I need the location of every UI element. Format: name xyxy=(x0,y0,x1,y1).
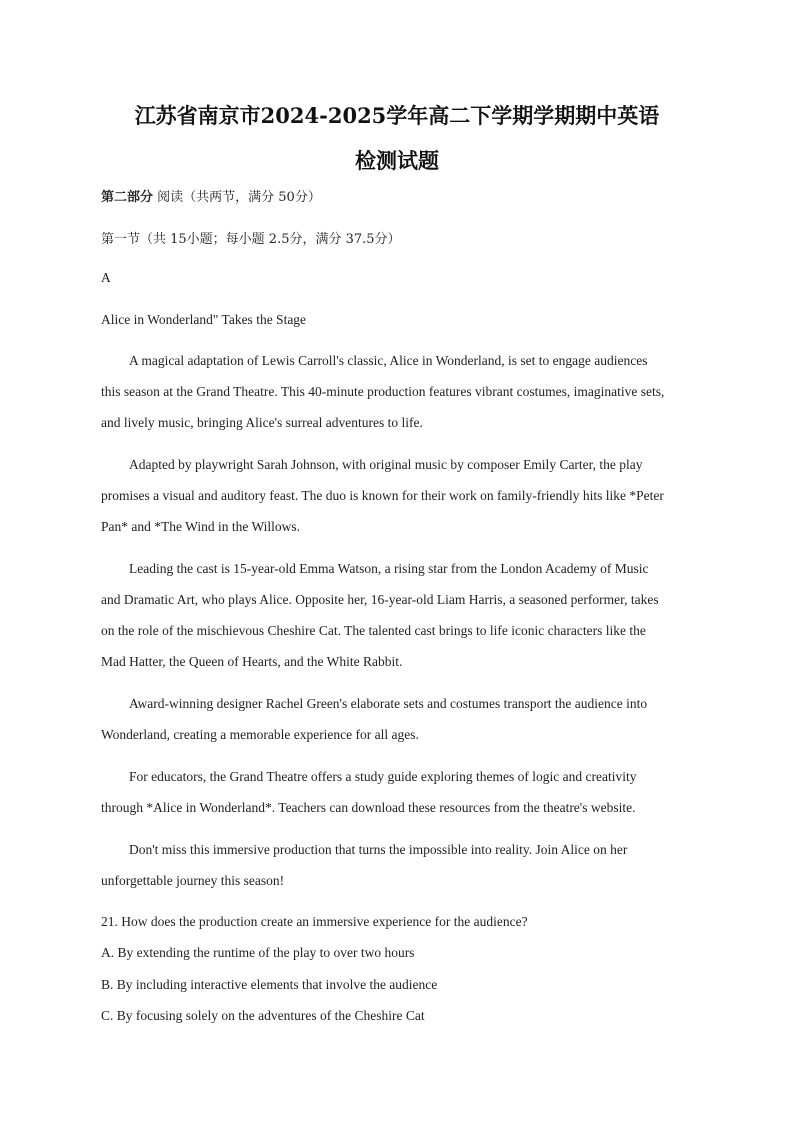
document-title-line-1: 江苏省南京市2024-2025学年高二下学期学期期中英语 xyxy=(134,103,660,128)
document-title-line-2: 检测试题 xyxy=(355,148,439,173)
paragraph-1-line-1: A magical adaptation of Lewis Carroll's classic, Alice in Wonderland, is set to engage audiences xyxy=(129,353,648,368)
passage-label: A xyxy=(101,270,111,285)
part-heading xyxy=(101,186,701,205)
paragraph-5-line-2: through *Alice in Wonderland*. Teachers can download these resources from the theatre's website. xyxy=(101,800,636,815)
paragraph-6-line-1: Don't miss this immersive production that turns the impossible into reality. Join Alice on her xyxy=(129,842,628,857)
paragraph-2-line-3: Pan* and *The Wind in the Willows. xyxy=(101,519,301,534)
question-stem: 21. How does the production create an immersive experience for the audience? xyxy=(101,914,528,929)
paragraph-5-line-1: For educators, the Grand Theatre offers a study guide exploring themes of logic and creativity xyxy=(129,769,637,784)
paragraph-1-line-2: this season at the Grand Theatre. This 40-minute production features vibrant costumes, imaginative sets, xyxy=(101,384,665,399)
paragraph-4-line-2: Wonderland, creating a memorable experience for all ages. xyxy=(101,727,419,742)
paragraph-2-line-2: promises a visual and auditory feast. The duo is known for their work on family-friendly hits like *Peter xyxy=(101,488,664,503)
paragraph-3-line-2: and Dramatic Art, who plays Alice. Opposite her, 16-year-old Liam Harris, a seasoned performer, takes xyxy=(101,592,659,607)
option-b: B. By including interactive elements that involve the audience xyxy=(101,977,438,992)
option-a: A. By extending the runtime of the play to over two hours xyxy=(101,945,415,960)
paragraph-3-line-3: on the role of the mischievous Cheshire Cat. The talented cast brings to life iconic characters like the xyxy=(101,623,646,638)
passage-title: Alice in Wonderland" Takes the Stage xyxy=(101,312,307,327)
part-heading-detail: 阅读（共两节，满分 50分） xyxy=(153,190,321,205)
part-heading-label: 第二部分 xyxy=(101,190,154,205)
paragraph-2-line-1: Adapted by playwright Sarah Johnson, with original music by composer Emily Carter, the play xyxy=(129,457,643,472)
option-c: C. By focusing solely on the adventures of the Cheshire Cat xyxy=(101,1008,425,1023)
paragraph-6-line-2: unforgettable journey this season! xyxy=(101,873,285,888)
paragraph-3-line-4: Mad Hatter, the Queen of Hearts, and the White Rabbit. xyxy=(101,654,403,669)
paragraph-1-line-3: and lively music, bringing Alice's surreal adventures to life. xyxy=(101,415,423,430)
paragraph-4-line-1: Award-winning designer Rachel Green's elaborate sets and costumes transport the audience into xyxy=(129,696,648,711)
section-heading: 第一节（共 15小题；每小题 2.5分，满分 37.5分） xyxy=(101,232,401,247)
paragraph-3-line-1: Leading the cast is 15-year-old Emma Watson, a rising star from the London Academy of Music xyxy=(129,561,649,576)
